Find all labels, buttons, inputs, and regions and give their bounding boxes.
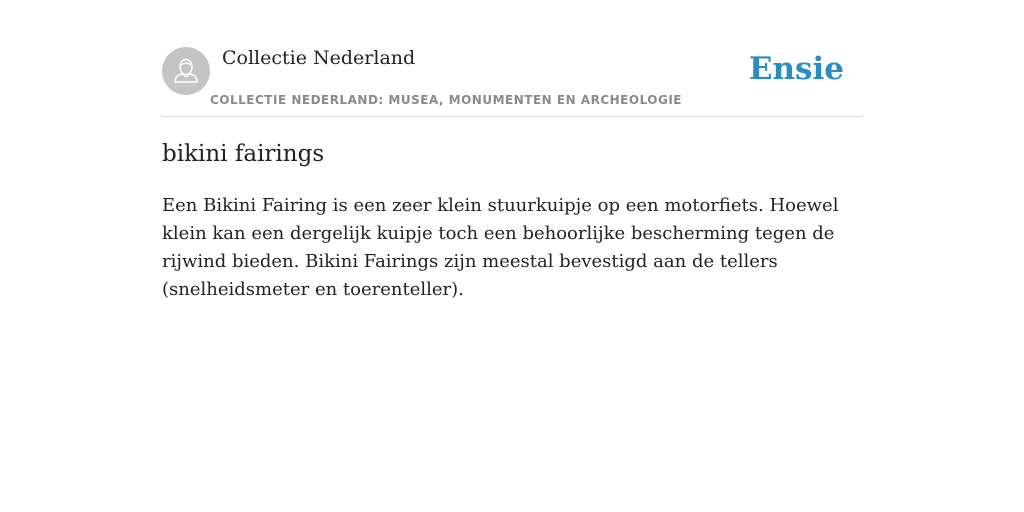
avatar[interactable] (162, 47, 210, 95)
brand-logo[interactable]: Ensie (748, 51, 844, 87)
author-name[interactable]: Collectie Nederland (222, 47, 416, 69)
entry-definition: Een Bikini Fairing is een zeer klein stuurkuipje op een motorfiets. Hoewel klein kan een dergelijk kuipje toch een behoorlijke bescherming tegen de rijwind bieden. Bikini Fairings zijn meestal bevestigd aan de tellers (snelheidsmeter en toerenteller). (162, 195, 839, 300)
entry-term: bikini fairings (162, 141, 325, 167)
user-icon (162, 47, 210, 95)
entry-header (162, 0, 862, 117)
source-label[interactable]: COLLECTIE NEDERLAND: MUSEA, MONUMENTEN EN ARCHEOLOGIE (210, 93, 682, 107)
